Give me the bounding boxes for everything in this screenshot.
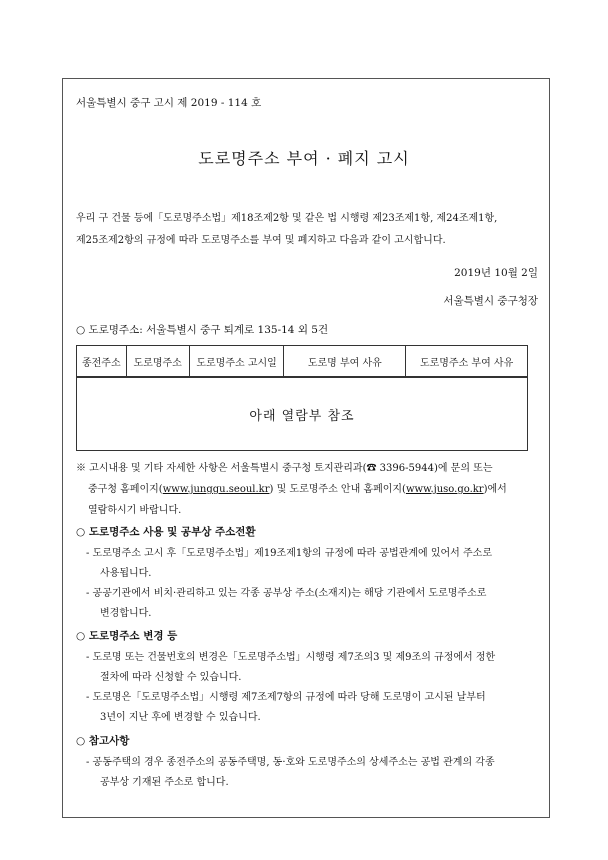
road-address-line: ○ 도로명주소: 서울특별시 중구 퇴계로 135-14 외 5건 [76,324,329,336]
footnote-text: ) 및 도로명주소 안내 홈페이지( [269,484,406,495]
list-item-continued: 공부상 기재된 주소로 합니다. [100,777,229,788]
section-heading: ○ 도로명주소 변경 등 [76,630,178,642]
juso-homepage-link[interactable]: www.juso.go.kr [405,484,484,495]
table-row [77,377,528,451]
header-notice-date: 도로명주소 고시일 [189,346,284,378]
list-item-continued: 사용됩니다. [100,568,152,579]
section-reference [76,733,546,793]
footnote-line-2 [76,479,546,500]
header-previous-address: 종전주소 [77,346,127,378]
section-heading: ○ 도로명주소 사용 및 공부상 주소전환 [76,526,256,538]
section-address-usage [76,524,546,624]
section-address-change [76,628,546,728]
issuing-office: 서울특별시 중구청장 [443,295,538,307]
footnote-line-1: ※ 고시내용 및 기타 자세한 사항은 서울특별시 중구청 토지관리과(☎ 3396-5944)에 문의 또는 [76,463,493,474]
list-item: - 도로명주소 고시 후「도로명주소법」제19조제1항의 규정에 따라 공법관계에 있어서 주소로 [86,548,492,559]
header-road-address-reason: 도로명주소 부여 사유 [406,346,528,378]
footnote-line-3: 열람하시기 바랍니다. [88,505,182,516]
address-table [76,345,528,451]
junggu-homepage-link[interactable]: www.junggu.seoul.kr [162,484,270,495]
footnote-text: 중구청 홈페이지( [88,484,163,495]
list-item-continued: 변경합니다. [100,608,152,619]
list-item: - 도로명은「도로명주소법」시행령 제7조제7항의 규정에 따라 당해 도로명이 고시된 날부터 [86,692,486,703]
list-item-continued: 절차에 따라 신청할 수 있습니다. [100,672,242,683]
notice-number: 서울특별시 중구 고시 제 2019 - 114 호 [76,97,262,109]
intro-line-2: 제25조제2항의 규정에 따라 도로명주소를 부여 및 폐지하고 다음과 같이 고시합니다. [76,235,446,246]
table-body-text: 아래 열람부 참조 [77,377,528,451]
footnote-text: )에서 [483,484,507,495]
list-item: - 공공기관에서 비치·관리하고 있는 각종 공부상 주소(소재지)는 해당 기관에서 도로명주소로 [86,588,487,599]
section-heading: ○ 참고사항 [76,735,130,747]
document-title: 도로명주소 부여 · 폐지 고시 [198,149,410,168]
list-item: - 공동주택의 경우 종전주소의 공동주택명, 동·호와 도로명주소의 상세주소는 공법 관계의 각종 [86,757,495,768]
footnote [76,458,546,521]
header-road-address: 도로명주소 [126,346,189,378]
intro-line-1: 우리 구 건물 등에「도로명주소법」제18조제2항 및 같은 법 시행령 제23조제1항, 제24조제1항, [76,213,498,224]
notice-date: 2019년 10월 2일 [454,267,538,279]
list-item-continued: 3년이 지난 후에 변경할 수 있습니다. [100,712,261,723]
header-road-name-reason: 도로명 부여 사유 [284,346,406,378]
list-item: - 도로명 또는 건물번호의 변경은「도로명주소법」시행령 제7조의3 및 제9조의 규정에서 정한 [86,652,496,663]
intro-paragraph [76,208,546,252]
table-header-row [77,346,528,378]
